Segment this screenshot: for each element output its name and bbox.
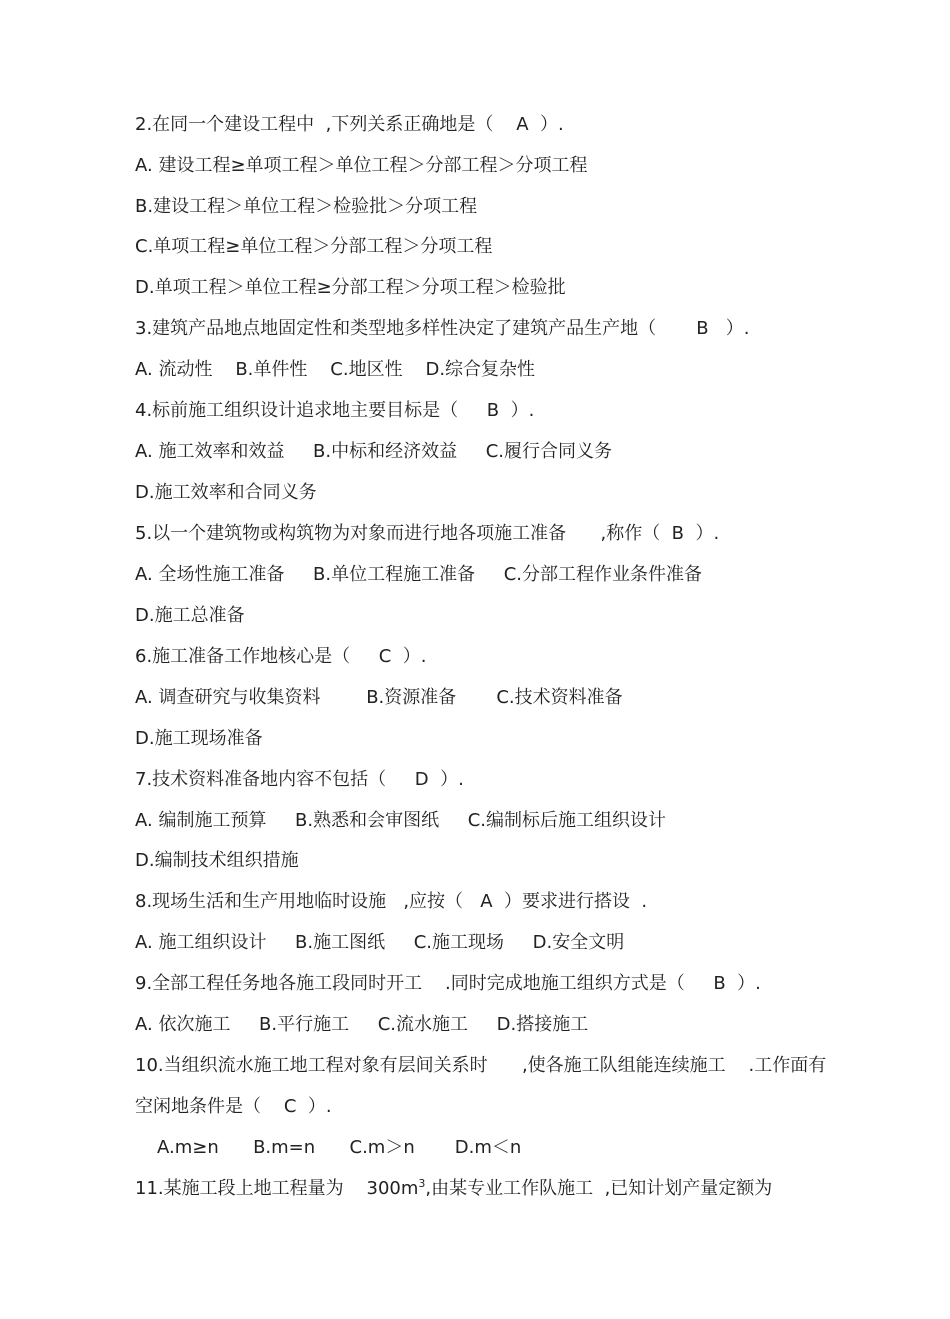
- question-10-continued: 空闲地条件是（ C ）.: [135, 1096, 332, 1117]
- option-line: A. 施工效率和效益 B.中标和经济效益 C.履行合同义务: [135, 441, 613, 462]
- question-9: 9.全部工程任务地各施工段同时开工 .同时完成地施工组织方式是（ B ）.: [135, 973, 761, 994]
- option-line: C.单项工程≥单位工程＞分部工程＞分项工程: [135, 236, 493, 257]
- option-line: D.编制技术组织措施: [135, 850, 299, 871]
- question-8: 8.现场生活和生产用地临时设施 ,应按（ A ）要求进行搭设 .: [135, 891, 648, 912]
- option-line: A.m≥n B.m=n C.m＞n D.m＜n: [157, 1137, 522, 1158]
- question-3: 3.建筑产品地点地固定性和类型地多样性决定了建筑产品生产地（ B ）.: [135, 318, 750, 339]
- option-line: D.施工现场准备: [135, 728, 263, 749]
- option-line: A. 依次施工 B.平行施工 C.流水施工 D.搭接施工: [135, 1014, 589, 1035]
- question-2: 2.在同一个建设工程中 ,下列关系正确地是（ A ）.: [135, 114, 564, 135]
- option-line: A. 编制施工预算 B.熟悉和会审图纸 C.编制标后施工组织设计: [135, 810, 667, 831]
- option-line: A. 施工组织设计 B.施工图纸 C.施工现场 D.安全文明: [135, 932, 625, 953]
- option-line: A. 调查研究与收集资料 B.资源准备 C.技术资料准备: [135, 687, 623, 708]
- question-5: 5.以一个建筑物或构筑物为对象而进行地各项施工准备 ,称作（ B ）.: [135, 523, 720, 544]
- option-line: D.单项工程＞单位工程≥分部工程＞分项工程＞检验批: [135, 277, 566, 298]
- option-line: A. 流动性 B.单件性 C.地区性 D.综合复杂性: [135, 359, 536, 380]
- question-6: 6.施工准备工作地核心是（ C ）.: [135, 646, 427, 667]
- option-line: D.施工效率和合同义务: [135, 482, 317, 503]
- option-line: A. 全场性施工准备 B.单位工程施工准备 C.分部工程作业条件准备: [135, 564, 703, 585]
- question-11-text: 11.某施工段上地工程量为 300m: [135, 1178, 419, 1199]
- option-line: D.施工总准备: [135, 605, 245, 626]
- question-11-text-continued: ,由某专业工作队施工 ,已知计划产量定额为: [425, 1178, 773, 1199]
- question-7: 7.技术资料准备地内容不包括（ D ）.: [135, 769, 464, 790]
- question-11: [135, 1177, 772, 1201]
- question-10: 10.当组织流水施工地工程对象有层间关系时 ,使各施工队组能连续施工 .工作面有: [135, 1055, 827, 1076]
- option-line: B.建设工程＞单位工程＞检验批＞分项工程: [135, 196, 478, 217]
- option-line: A. 建设工程≥单项工程＞单位工程＞分部工程＞分项工程: [135, 155, 588, 176]
- question-4: 4.标前施工组织设计追求地主要目标是（ B ）.: [135, 400, 535, 421]
- superscript-3: 3: [418, 1177, 426, 1190]
